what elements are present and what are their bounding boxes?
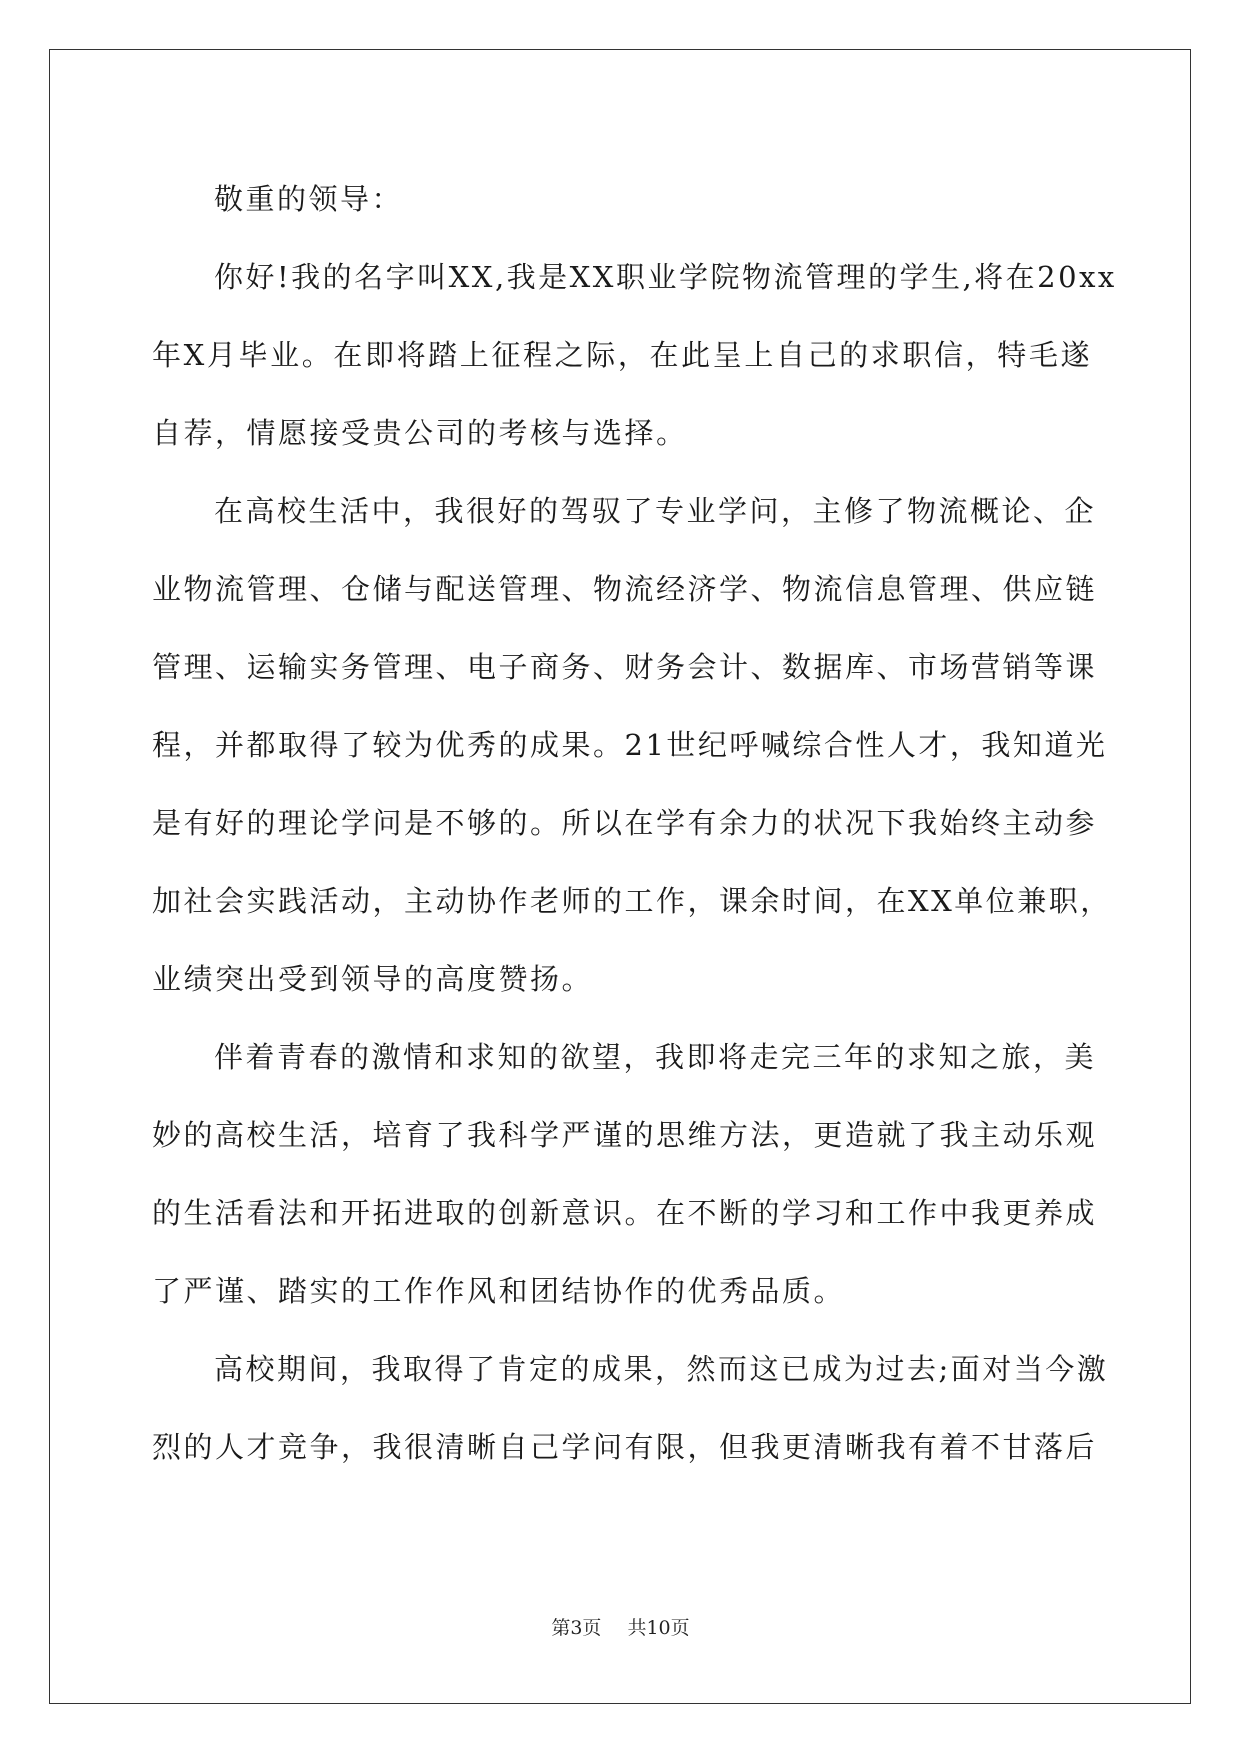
- paragraph-line: 是有好的理论学问是不够的。所以在学有余力的状况下我始终主动参: [152, 806, 1098, 840]
- paragraph-line: 在高校生活中，我很好的驾驭了专业学问，主修了物流概论、企: [214, 494, 1097, 528]
- paragraph-3: [152, 1018, 1098, 1330]
- paragraph-line: 程，并都取得了较为优秀的成果。21世纪呼喊综合性人才，我知道光: [152, 728, 1108, 762]
- paragraph-line: 加社会实践活动，主动协作老师的工作，课余时间，在XX单位兼职，: [152, 884, 1112, 918]
- paragraph-line: 妙的高校生活，培育了我科学严谨的思维方法，更造就了我主动乐观: [152, 1118, 1098, 1152]
- paragraph-line: 了严谨、踏实的工作作风和团结协作的优秀品质。: [152, 1274, 846, 1308]
- paragraph-line: 管理、运输实务管理、电子商务、财务会计、数据库、市场营销等课: [152, 650, 1098, 684]
- paragraph-4: [152, 1330, 1109, 1486]
- paragraph-line: 年X月毕业。在即将踏上征程之际，在此呈上自己的求职信，特毛遂: [152, 338, 1092, 372]
- paragraph-line: 烈的人才竞争，我很清晰自己学问有限，但我更清晰我有着不甘落后: [152, 1430, 1098, 1464]
- paragraph-1: [152, 238, 1117, 472]
- letter-body: [152, 160, 1117, 1486]
- page-total: 共10页: [627, 1617, 690, 1639]
- paragraph-line: 高校期间，我取得了肯定的成果，然而这已成为过去;面对当今激: [214, 1352, 1109, 1386]
- paragraph-line: 伴着青春的激情和求知的欲望，我即将走完三年的求知之旅，美: [214, 1040, 1097, 1074]
- paragraph-line: 自荐，情愿接受贵公司的考核与选择。: [152, 416, 688, 450]
- paragraph-line: 的生活看法和开拓进取的创新意识。在不断的学习和工作中我更养成: [152, 1196, 1098, 1230]
- paragraph-2: [152, 472, 1112, 1018]
- page-footer: [0, 1613, 1241, 1640]
- paragraph-line: 你好!我的名字叫XX,我是XX职业学院物流管理的学生,将在20xx: [214, 260, 1117, 294]
- paragraph-line: 业绩突出受到领导的高度赞扬。: [152, 962, 594, 996]
- paragraph-line: 业物流管理、仓储与配送管理、物流经济学、物流信息管理、供应链: [152, 572, 1098, 606]
- page-number: 第3页: [551, 1617, 602, 1639]
- salutation: 敬重的领导：: [214, 182, 404, 216]
